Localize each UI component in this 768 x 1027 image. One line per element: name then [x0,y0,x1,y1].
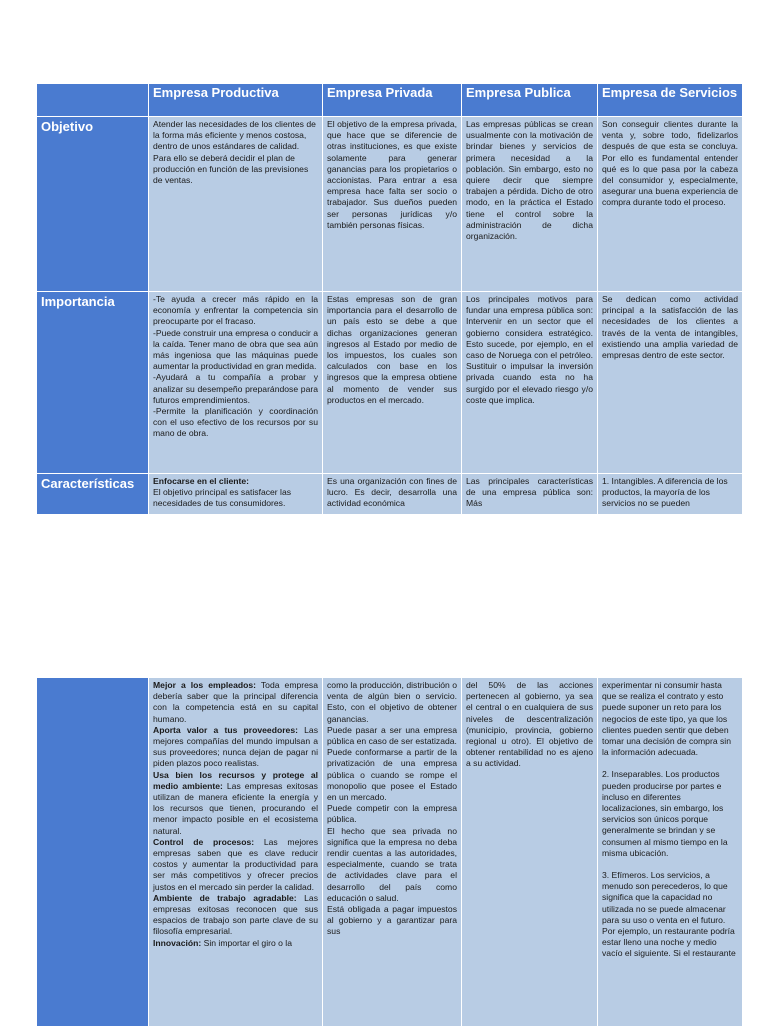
header-empresa-privada: Empresa Privada [323,84,462,117]
list-item [153,770,318,837]
cell-cont-privada [323,678,462,1027]
paragraph: experimentar ni consumir hasta que se realiza el contrato y esto puede suponer un reto para los negocios de este tipo, ya que los clientes pueden sentir que deben tomar una decisión de compra sin la información adecuada. [602,680,731,758]
item-text: Las empresas exitosas utilizan de manera eficiente la energía y los recursos que tienen, procurando el menor impacto posible en el ecosistema natural. [153,780,318,836]
comparison-table-top [36,83,743,515]
cell-objetivo-privada: El objetivo de la empresa privada, que hace que se diferencie de otras instituciones, es que existe solamente para generar ganancias para los propietarios o accionistas. Para entrar a esa empresa hace falta ser socio o trabajador. Sus dueños pueden ser personas jurídicas y/o también personas físicas. [323,117,462,292]
header-empresa-servicios: Empresa de Servicios [598,84,743,117]
item-title: Aporta valor a tus proveedores: [153,724,298,735]
paragraph: Está obligada a pagar impuestos al gobierno y a garantizar para sus [327,904,457,937]
cell-caracteristicas-servicios: 1. Intangibles. A diferencia de los productos, la mayoría de los servicios no se pueden [598,474,743,515]
row-label-objetivo: Objetivo [37,117,149,292]
list-item [153,725,318,770]
list-item [153,680,318,725]
cell-objetivo-servicios: Son conseguir clientes durante la venta y, sobre todo, fidelizarlos después de que esta se concluya. Por ello es fundamental entender qué es lo que pasa por la cabeza del consumidor y, especialmente, asegurar una buena experiencia de compra durante todo el proceso. [598,117,743,292]
paragraph: El hecho que sea privada no significa que la empresa no deba rendir cuentas a las autoridades, especialmente, cuando se trata de actividades clave para el desarrollo del país como educación o salud. [327,825,457,903]
row-label-importancia: Importancia [37,292,149,474]
paragraph: como la producción, distribución o venta de algún bien o servicio. Esto, con el objetivo de obtener ganancias. [327,680,457,724]
table-row-caracteristicas-cont [37,678,743,1027]
cell-caracteristicas-productiva [149,474,323,515]
list-item [153,837,318,893]
paragraph: Puede competir con la empresa pública. [327,803,457,825]
item-title: Control de procesos: [153,836,255,847]
header-corner [37,84,149,117]
list-item [153,938,318,949]
cell-importancia-privada: Estas empresas son de gran importancia para el desarrollo de un país esto se debe a que dichas organizaciones generan ingresos al Estado por medio de los impuestos, los cuales son calculados con base en los ingresos que la empresa obtiene al momento de vender sus productos en el mercado. [323,292,462,474]
cell-cont-servicios [598,678,743,1027]
paragraph: Puede conformarse a partir de la privatización de una empresa pública o cuando se rompe el monopolio que posee el Estado en un mercado. [327,747,457,803]
table-header-row [37,84,743,117]
cell-caracteristicas-privada: Es una organización con fines de lucro. Es decir, desarrolla una actividad económica [323,474,462,515]
feature-text: El objetivo principal es satisfacer las necesidades de tus consumidores. [153,487,292,509]
item-title: Ambiente de trabajo agradable: [153,892,297,903]
item-text: Las mejores empresas saben que es clave reducir costos y aumentar la productividad para ser más competitivos y ofrecer precios justos en el mercado sin perder la calidad. [153,836,318,892]
row-label-caracteristicas: Características [37,474,149,515]
item-text: Las mejores compañías del mundo impulsan a sus proveedores; nunca dejan de pagar ni piden plazos poco realistas. [153,724,318,769]
paragraph: 3. Efímeros. Los servicios, a menudo son perecederos, lo que significa que la capacidad no utilizada no se puede almacenar para su uso o venta en el futuro. Por ejemplo, un restaurante podría estar lleno una noche y medio vacío el siguiente. Si el restaurante [602,870,736,959]
cell-objetivo-productiva: Atender las necesidades de los clientes de la forma más eficiente y menos costosa, dentro de unos estándares de calidad. Para ello se deberá decidir el plan de producción en función de las previsiones de ventas. [149,117,323,292]
comparison-table-continued [36,677,743,1027]
cell-importancia-productiva: -Te ayuda a crecer más rápido en la economía y enfrentar la competencia sin preocuparte por el fracaso. -Puede construir una empresa o conducir a la caída. Tener mano de obra que sea aún más ingeniosa que las máquinas puede aumentar la productividad en gran medida. -Ayudará a tu compañía a probar y analizar su desempeño preparándose para futuros emprendimientos. -Permite la planificación y coordinación con el uso efectivo de los recursos por su mano de obra. [149,292,323,474]
item-text: Toda empresa debería saber que la principal diferencia con la competencia está en su capital humano. [153,680,318,724]
item-text: Las empresas exitosas reconocen que sus espacios de trabajo son parte clave de su filosofía empresarial. [153,892,318,937]
item-title: Mejor a los empleados: [153,680,256,690]
list-item [153,893,318,938]
cell-cont-productiva [149,678,323,1027]
table-row-caracteristicas [37,474,743,515]
item-title: Usa bien los recursos y protege al medio ambiente: [153,769,318,791]
table-row-importancia [37,292,743,474]
cell-importancia-publica: Los principales motivos para fundar una empresa pública son: Intervenir en un sector que el gobierno considera estratégico. Esto sucede, por ejemplo, en el caso de Noruega con el petróleo. Sustituir o impulsar la inversión privada cuando esta no ha surgido por el elevado riesgo y/o coste que implica. [462,292,598,474]
header-empresa-publica: Empresa Publica [462,84,598,117]
paragraph: 2. Inseparables. Los productos pueden producirse por partes e incluso en diferentes localizaciones, sin embargo, los servicios son únicos porque generalmente se brindan y se consumen al mismo tiempo en la misma ubicación. [602,769,728,858]
row-label-empty [37,678,149,1027]
item-text: Sin importar el giro o la [201,937,292,948]
item-title: Innovación: [153,937,202,948]
feature-title: Enfocarse en el cliente: [153,476,249,486]
header-empresa-productiva: Empresa Productiva [149,84,323,117]
table-row-objetivo [37,117,743,292]
cell-caracteristicas-publica: Las principales características de una empresa pública son: Más [462,474,598,515]
cell-importancia-servicios: Se dedican como actividad principal a la satisfacción de las necesidades de los clientes a través de la venta de intangibles, existiendo una amplia variedad de empresas dentro de este sector. [598,292,743,474]
cell-cont-publica: del 50% de las acciones pertenecen al gobierno, ya sea el central o en cualquiera de sus niveles de descentralización (municipio, provincia, gobierno regional u otro). El objetivo de obtener rentabilidad no es ajeno a su actividad. [462,678,598,1027]
cell-objetivo-publica: Las empresas públicas se crean usualmente con la motivación de brindar bienes y servicios de primera necesidad a la población. Sin embargo, esto no quiere decir que siempre trabajen a pérdida. Dicho de otro modo, en la práctica el Estado tiene el control sobre la administración de dicha organización. [462,117,598,292]
paragraph: Puede pasar a ser una empresa pública en caso de ser estatizada. [327,724,457,747]
